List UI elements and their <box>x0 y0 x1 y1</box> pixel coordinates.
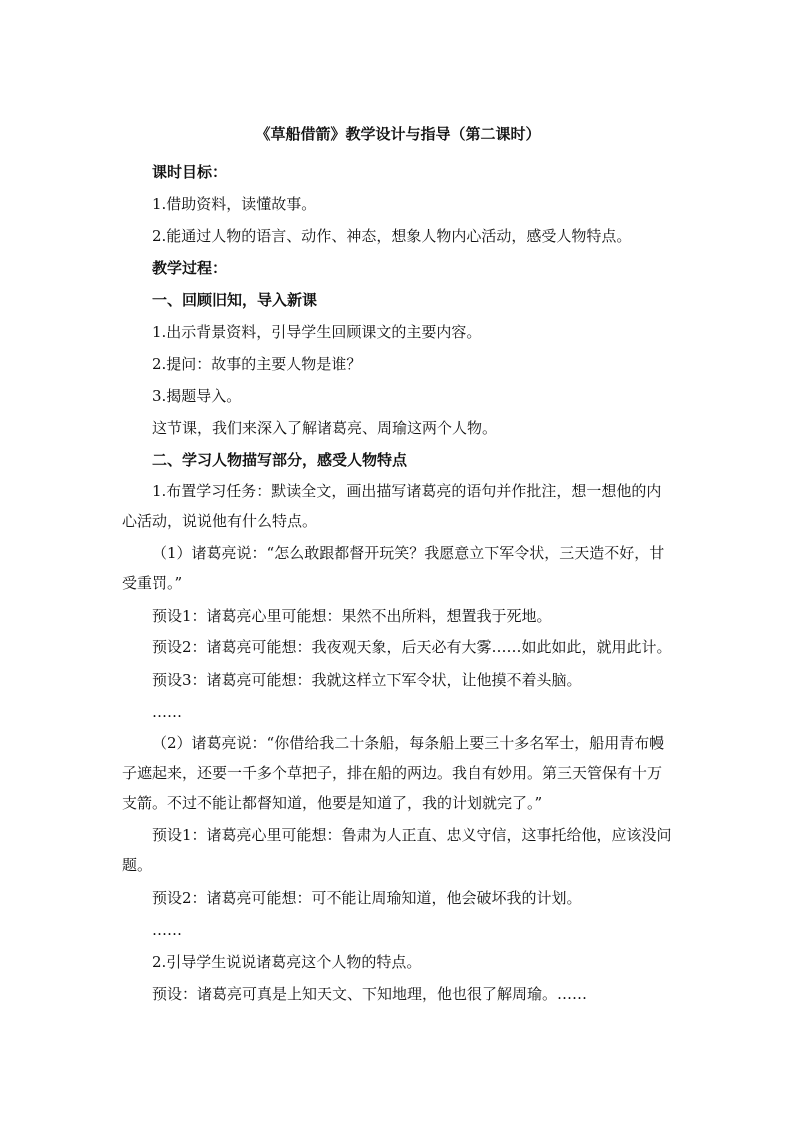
preset-answer: 预设2：诸葛亮可能想：我夜观天象，后天必有大雾……如此如此，就用此计。 <box>152 638 672 656</box>
process-heading: 教学过程： <box>152 259 228 277</box>
preset-answer: 预设3：诸葛亮可能想：我就这样立下军令状，让他摸不着头脑。 <box>152 671 582 689</box>
objectives-heading: 课时目标： <box>152 163 228 181</box>
preset-answer: 预设1：诸葛亮心里可能想：果然不出所料，想置我于死地。 <box>152 607 552 625</box>
ellipsis: …… <box>152 703 182 721</box>
section-item: 这节课，我们来深入了解诸葛亮、周瑜这两个人物。 <box>152 419 498 437</box>
preset-answer: 预设2：诸葛亮可能想：可不能让周瑜知道，他会破坏我的计划。 <box>152 889 582 907</box>
quote-paragraph: （2）诸葛亮说：“你借给我二十条船，每条船上要三十多名军士，船用青布幔子遮起来，还要一千多个草把子，排在船的两边。我自有妙用。第三天管保有十万支箭。不过不能让都督知道，他要是知道了，我的计划就完了。” <box>122 734 665 812</box>
quote-paragraph: （1）诸葛亮说：“怎么敢跟都督开玩笑？我愿意立下军令状，三天造不好，甘受重罚。” <box>122 544 665 592</box>
learning-task: 1.布置学习任务：默读全文，画出描写诸葛亮的语句并作批注，想一想他的内心活动，说说他有什么特点。 <box>122 482 662 530</box>
document-title: 《草船借箭》教学设计与指导（第二课时） <box>255 125 541 143</box>
section-heading-review: 一、回顾旧知，导入新课 <box>152 291 318 309</box>
section-item: 2.引导学生说说诸葛亮这个人物的特点。 <box>152 953 422 971</box>
document-body <box>122 124 674 1010</box>
preset-answer: 预设1：诸葛亮心里可能想：鲁肃为人正直、忠义守信，这事托给他，应该没问题。 <box>122 826 672 874</box>
section-item: 1.出示背景资料，引导学生回顾课文的主要内容。 <box>152 323 482 341</box>
objective-item: 1.借助资料，读懂故事。 <box>152 195 317 213</box>
section-item: 2.提问：故事的主要人物是谁？ <box>152 355 362 373</box>
objective-item: 2.能通过人物的语言、动作、神态，想象人物内心活动，感受人物特点。 <box>152 227 632 245</box>
ellipsis: …… <box>152 921 182 939</box>
preset-answer: 预设：诸葛亮可真是上知天文、下知地理，他也很了解周瑜。…… <box>152 985 588 1003</box>
section-item: 3.揭题导入。 <box>152 387 242 405</box>
section-heading-character: 二、学习人物描写部分，感受人物特点 <box>152 451 408 469</box>
